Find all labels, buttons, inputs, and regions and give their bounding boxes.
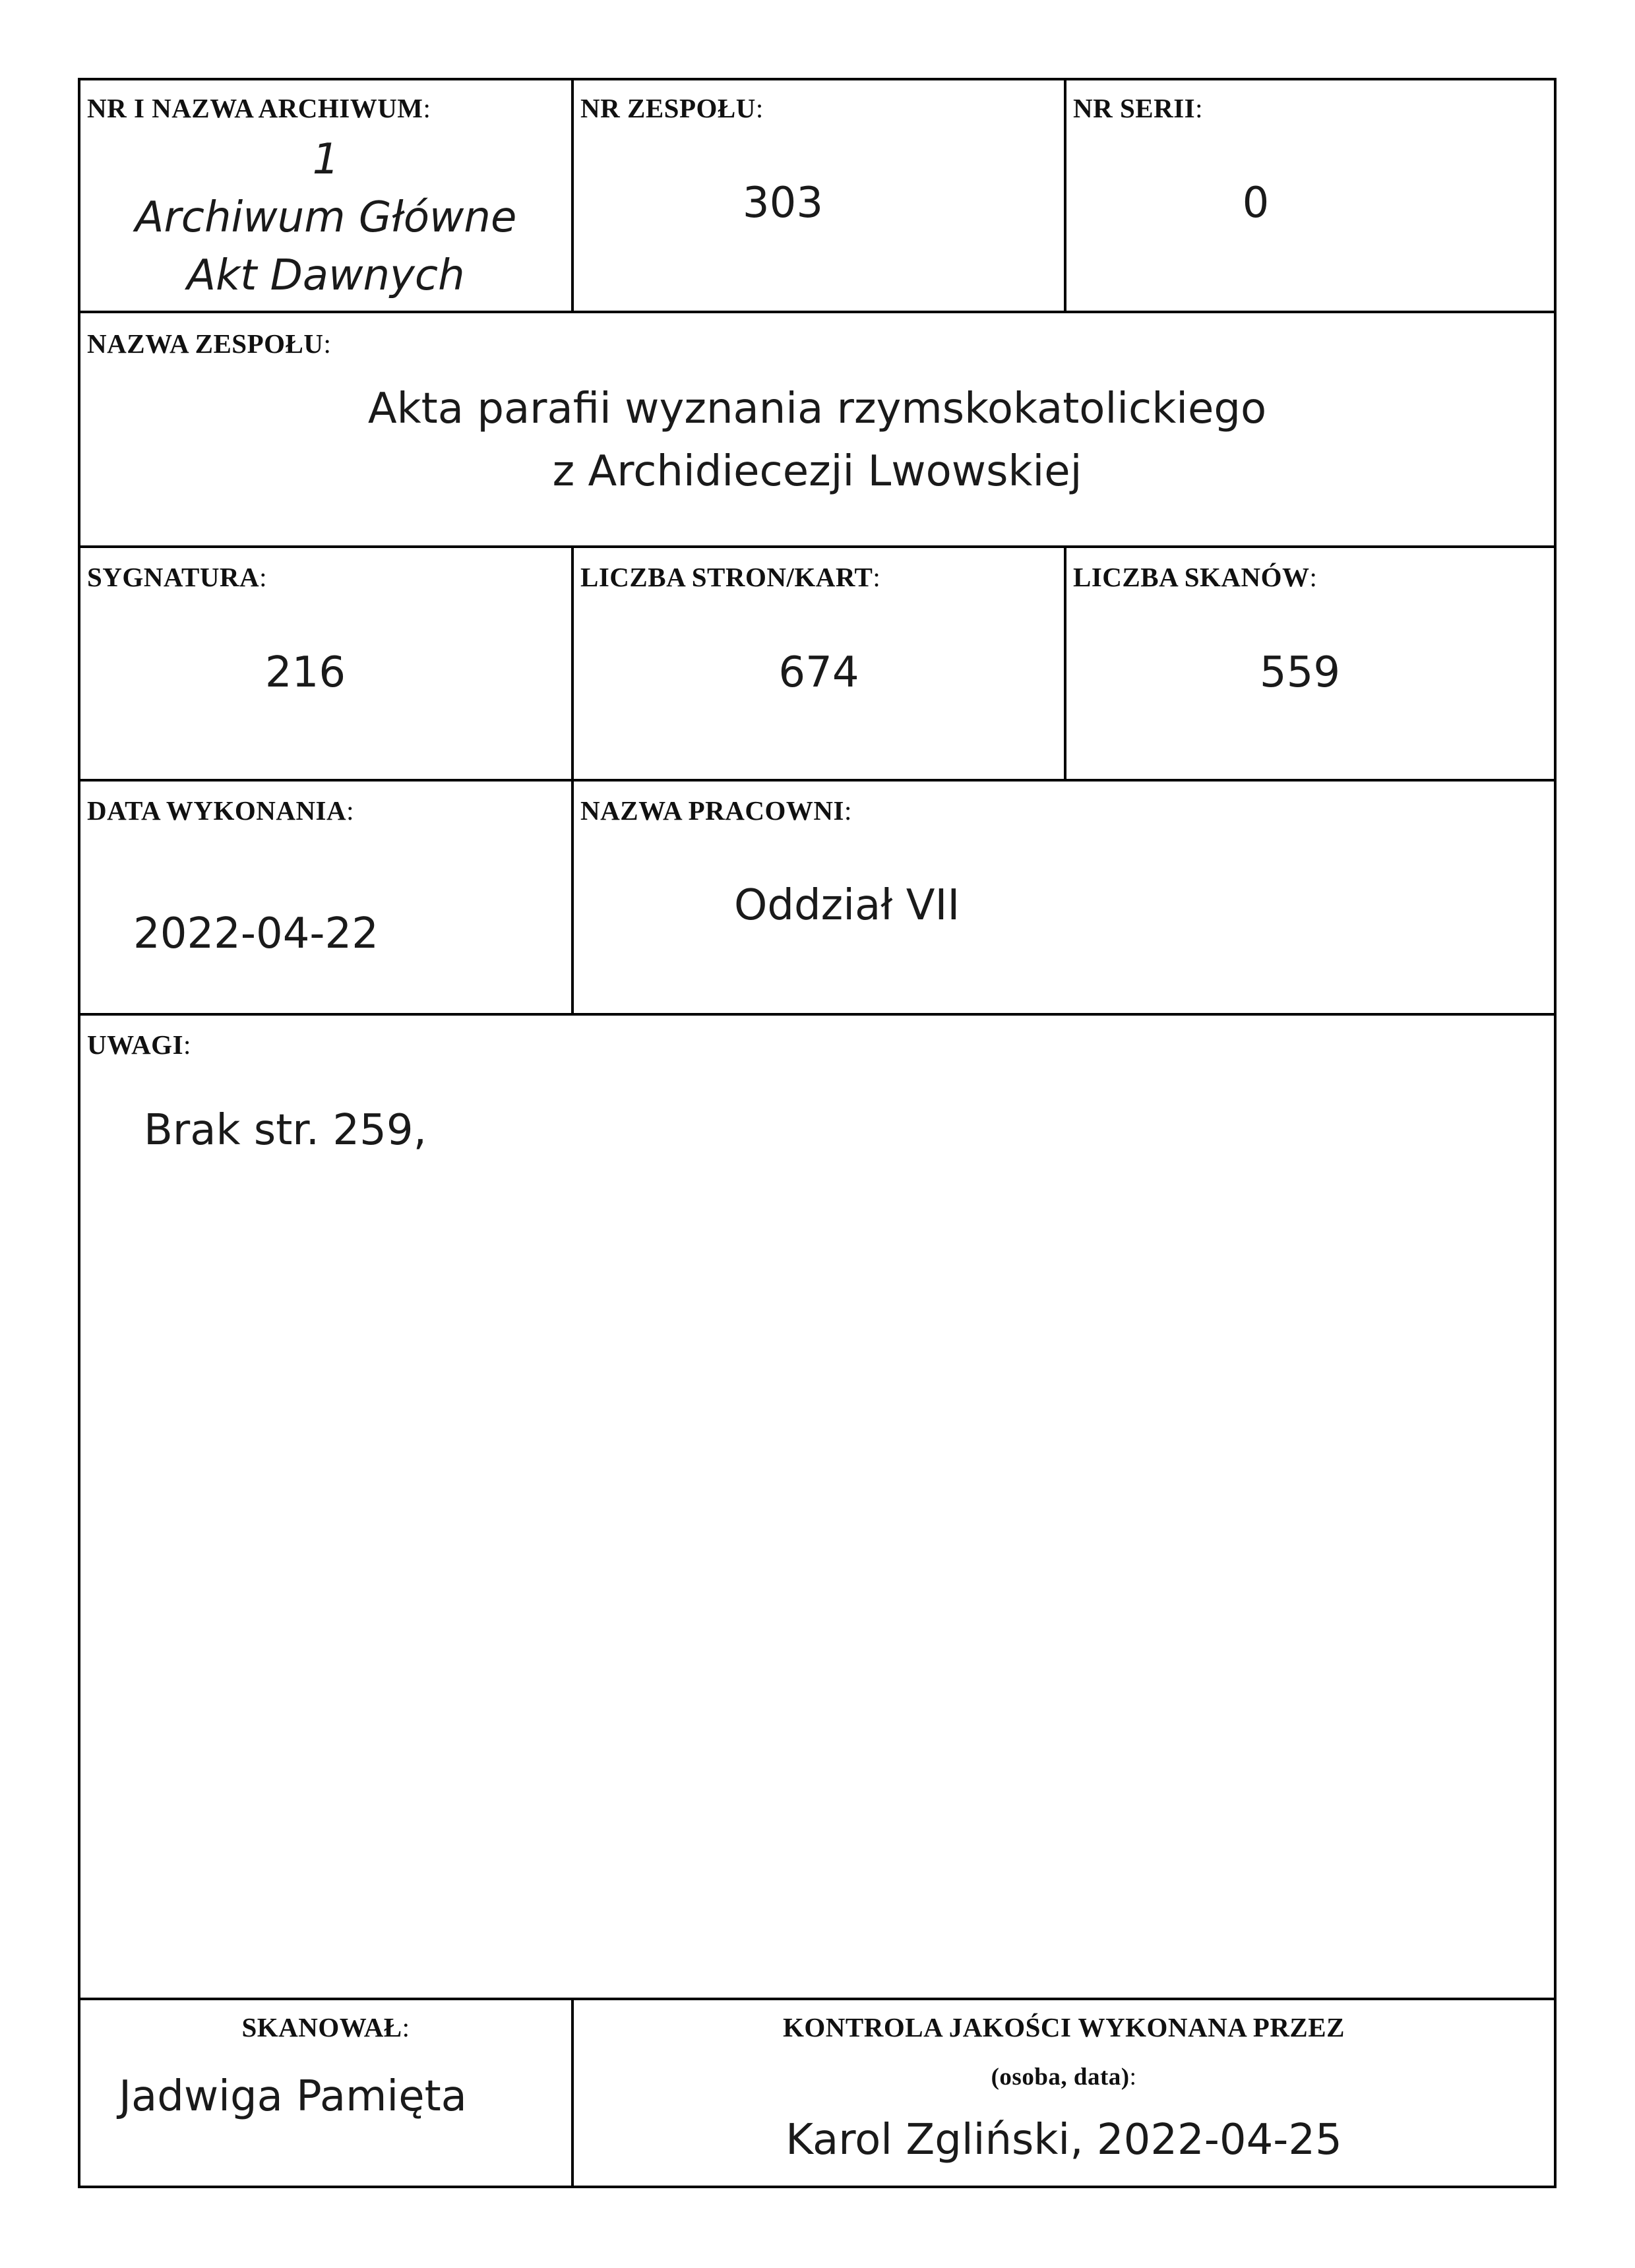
quality-control-value: Karol Zgliński, 2022-04-25: [786, 2116, 1342, 2164]
series-number-value: 0: [1242, 179, 1270, 228]
fond-name-line2: z Archidiecezji Lwowskiej: [552, 447, 1082, 496]
date-done-label: DATA WYKONANIA:: [87, 795, 355, 826]
signature-label: SYGNATURA:: [87, 562, 268, 592]
quality-control-label: KONTROLA JAKOŚCI WYKONANA PRZEZ: [783, 2012, 1345, 2042]
workshop-value: Oddział VII: [734, 881, 960, 930]
pages-value: 674: [778, 648, 859, 697]
remarks-value: Brak str. 259,: [144, 1106, 427, 1155]
archive-name-line1: Archiwum Główne: [135, 193, 517, 242]
frame-bottom: [78, 2186, 1557, 2188]
scans-value: 559: [1259, 648, 1341, 697]
scans-label: LICZBA SKANÓW:: [1073, 562, 1318, 592]
fond-number-value: 303: [742, 179, 824, 228]
row-divider: [78, 779, 1557, 782]
fond-name-label: NAZWA ZESPOŁU:: [87, 328, 332, 359]
row-divider: [78, 1998, 1557, 2000]
pages-label: LICZBA STRON/KART:: [580, 562, 881, 592]
workshop-label: NAZWA PRACOWNI:: [580, 795, 852, 826]
scanned-by-label: SKANOWAŁ:: [241, 2012, 410, 2042]
series-number-label: NR SERII:: [1073, 93, 1204, 123]
fond-number-label: NR ZESPOŁU:: [580, 93, 764, 123]
fond-name-line1: Akta parafii wyznania rzymskokatolickiego: [367, 384, 1267, 433]
row-divider: [78, 1013, 1557, 1016]
row-divider: [78, 545, 1557, 548]
row-divider: [78, 311, 1557, 313]
frame-right: [1554, 78, 1557, 2188]
quality-control-sublabel: (osoba, data):: [991, 2064, 1137, 2091]
signature-value: 216: [264, 648, 346, 697]
archive-name-line2: Akt Dawnych: [187, 251, 465, 300]
date-done-value: 2022-04-22: [133, 909, 379, 958]
frame-top: [78, 78, 1557, 80]
remarks-label: UWAGI:: [87, 1029, 191, 1060]
scanned-by-value: Jadwiga Pamięta: [119, 2072, 467, 2121]
archive-number: 1: [312, 135, 340, 184]
archive-label: NR I NAZWA ARCHIWUM:: [87, 93, 431, 123]
col-divider: [571, 547, 574, 1014]
